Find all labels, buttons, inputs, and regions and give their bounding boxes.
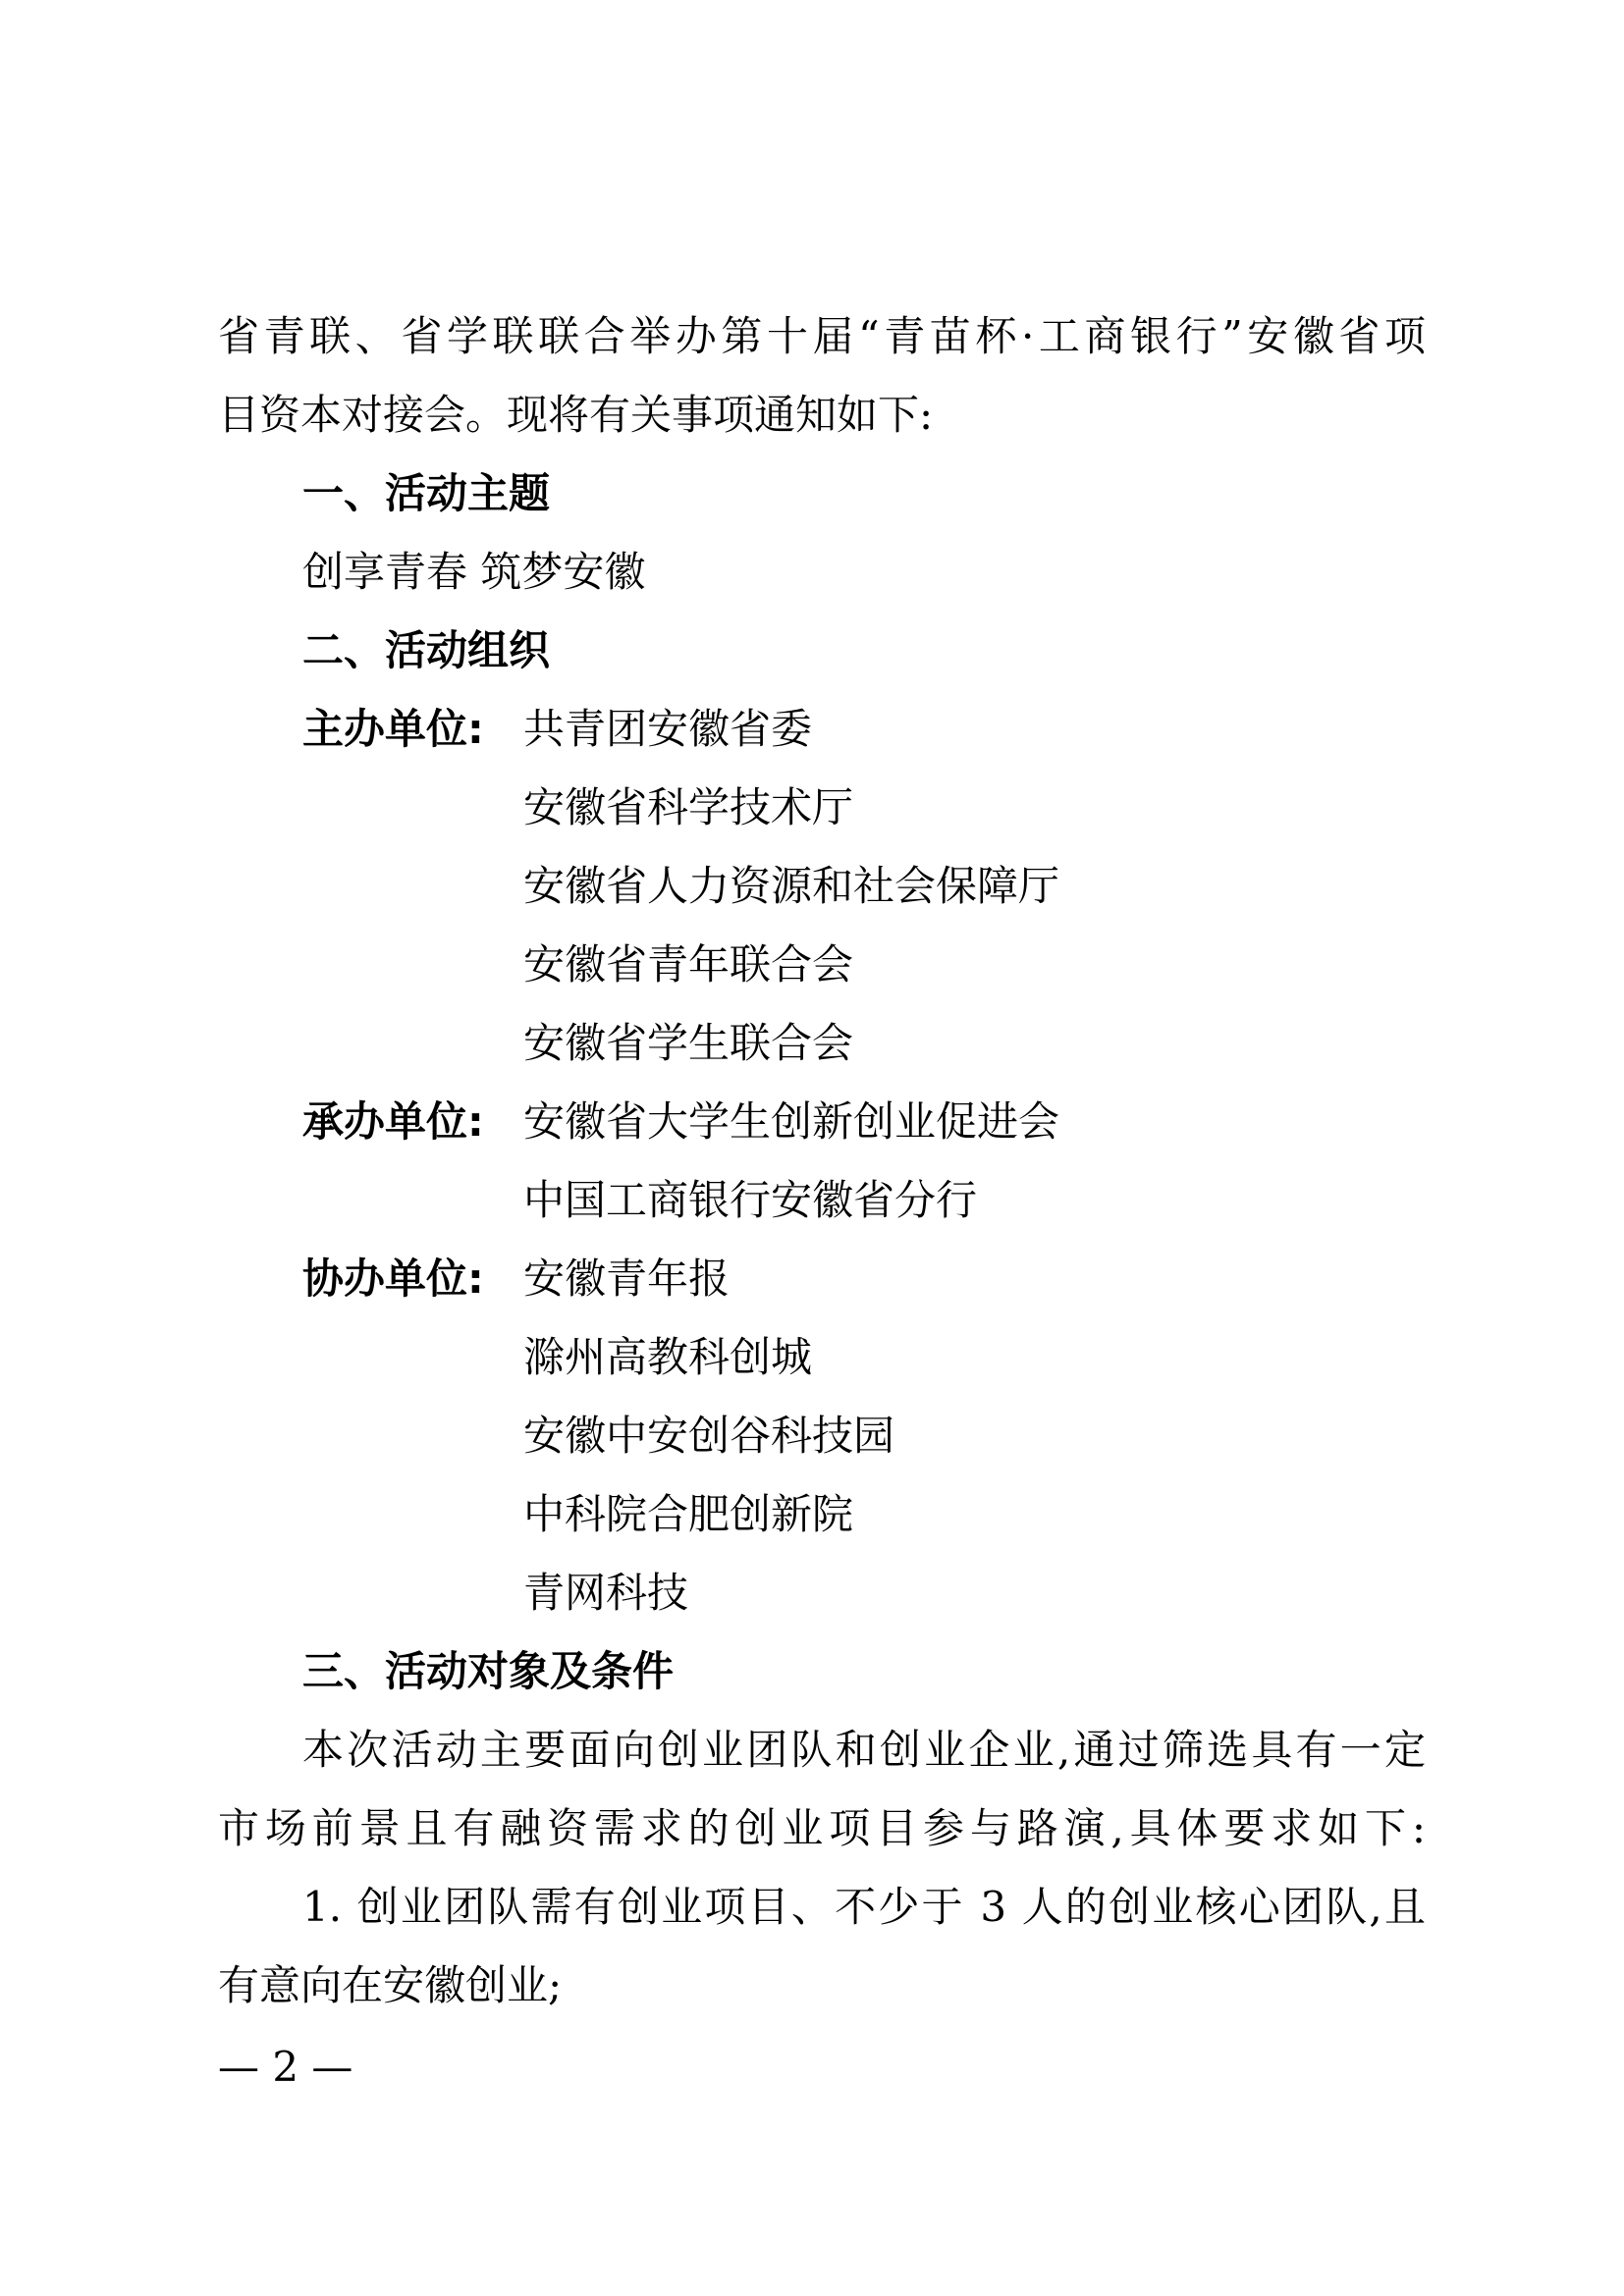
requirement-1-line-1: 1. 创业团队需有创业项目、不少于 3 人的创业核心团队,且 <box>302 1883 1426 1931</box>
organizer-item: 安徽省人力资源和社会保障厅 <box>523 862 1060 910</box>
organizers-label: 主办单位: <box>302 705 484 753</box>
undertaker-item: 中国工商银行安徽省分行 <box>523 1176 978 1224</box>
coorganizer-item: 安徽中安创谷科技园 <box>523 1412 895 1460</box>
section-heading-participants: 三、活动对象及条件 <box>302 1647 675 1695</box>
undertakers-block <box>302 1083 1284 1240</box>
organizer-item: 安徽省青年联合会 <box>523 940 854 988</box>
coorganizers-block <box>302 1240 1284 1632</box>
undertaker-item: 安徽省大学生创新创业促进会 <box>523 1097 1060 1146</box>
section-heading-theme: 一、活动主题 <box>302 469 551 517</box>
coorganizer-item: 青网科技 <box>523 1569 689 1617</box>
coorganizer-item: 安徽青年报 <box>523 1255 731 1303</box>
organizers-block <box>302 690 1284 1083</box>
requirement-1-line-2: 有意向在安徽创业; <box>218 1961 563 2009</box>
participants-paragraph-line-1: 本次活动主要面向创业团队和创业企业,通过筛选具有一定 <box>302 1726 1426 1774</box>
coorganizer-item: 中科院合肥创新院 <box>523 1490 854 1538</box>
intro-line-1: 省青联、省学联联合举办第十届“青苗杯·工商银行”安徽省项 <box>218 312 1426 360</box>
section-heading-organization: 二、活动组织 <box>302 626 551 674</box>
coorganizers-label: 协办单位: <box>302 1255 484 1303</box>
organizer-item: 安徽省学生联合会 <box>523 1019 854 1067</box>
intro-line-2: 目资本对接会。现将有关事项通知如下: <box>218 391 934 439</box>
activity-theme: 创享青春 筑梦安徽 <box>302 548 646 596</box>
page-number: — 2 — <box>218 2043 353 2091</box>
coorganizer-item: 滁州高教科创城 <box>523 1333 813 1381</box>
undertakers-label: 承办单位: <box>302 1097 484 1146</box>
participants-paragraph-line-2: 市场前景且有融资需求的创业项目参与路演,具体要求如下: <box>218 1804 1426 1852</box>
organizer-item: 安徽省科学技术厅 <box>523 783 854 831</box>
organizer-item: 共青团安徽省委 <box>523 705 813 753</box>
